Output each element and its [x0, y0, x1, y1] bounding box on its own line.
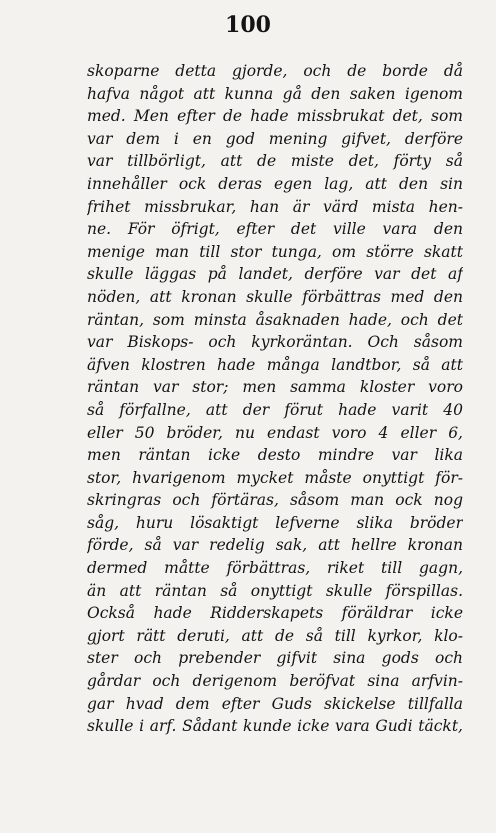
text-line: ne. För öfrigt, efter det ville vara den	[87, 220, 463, 239]
text-line: nöden, att kronan skulle förbättras med den	[87, 287, 463, 306]
text-line: eller 50 bröder, nu endast voro 4 eller 6,	[87, 423, 463, 442]
text-line: skringras och förtäras, såsom man ock nog	[87, 491, 463, 510]
text-line: skoparne detta gjorde, och de borde då	[87, 62, 463, 80]
text-line: förde, så var redelig sak, att hellre kronan	[87, 536, 463, 555]
text-line: frihet missbrukar, han är värd mista hen-	[87, 197, 463, 216]
text-line: räntan var stor; men samma kloster voro	[87, 378, 463, 397]
text-line: men räntan icke desto mindre var lika	[87, 446, 463, 465]
text-line: Också hade Ridderskapets föräldrar icke	[87, 604, 463, 623]
text-line: dermed måtte förbättras, riket till gagn,	[87, 559, 463, 578]
text-line: innehåller ock deras egen lag, att den sin	[87, 174, 463, 193]
text-line: gjort rätt deruti, att de så till kyrkor, klo-	[87, 626, 463, 645]
text-line: ster och prebender gifvit sina gods och	[87, 649, 463, 668]
body-text	[87, 60, 463, 738]
text-line: var dem i en god mening gifvet, derföre	[87, 129, 463, 148]
text-line: gar hvad dem efter Guds skickelse tillfalla	[87, 694, 463, 713]
text-line: menige man till stor tunga, om större skatt	[87, 242, 463, 261]
text-line: skulle i arf. Sådant kunde icke vara Gudi täckt,	[87, 717, 463, 736]
text-line: hafva något att kunna gå den saken igenom	[87, 84, 463, 103]
text-line: såg, huru lösaktigt lefverne slika bröder	[87, 513, 463, 532]
text-line: var Biskops- och kyrkoräntan. Och såsom	[87, 333, 463, 352]
text-line: skulle läggas på landet, derföre var det af	[87, 265, 463, 284]
text-line: äfven klostren hade många landtbor, så att	[87, 355, 463, 374]
text-line: så förfallne, att der förut hade varit 40	[87, 400, 463, 419]
text-line: stor, hvarigenom mycket måste onyttigt för-	[87, 468, 463, 487]
text-line: gårdar och derigenom beröfvat sina arfvin-	[87, 672, 463, 691]
text-line: var tillbörligt, att de miste det, förty så	[87, 152, 463, 171]
text-line: med. Men efter de hade missbrukat det, som	[87, 107, 463, 126]
page-number: 100	[225, 12, 271, 38]
text-line: räntan, som minsta åsaknaden hade, och det	[87, 310, 463, 329]
text-line: än att räntan så onyttigt skulle förspillas.	[87, 581, 463, 600]
